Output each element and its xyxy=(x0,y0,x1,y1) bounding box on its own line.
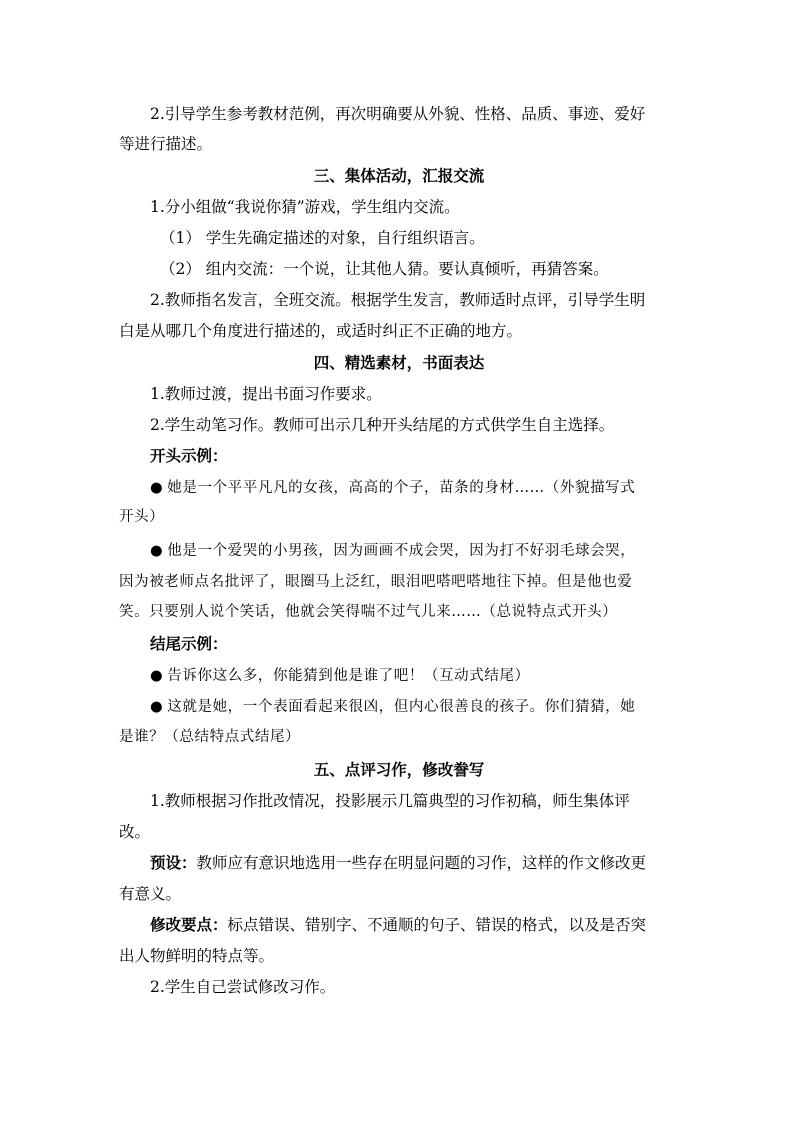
preset-paragraph: 预设：教师应有意识地选用一些存在明显问题的习作，这样的作文修改更 xyxy=(150,853,647,872)
preset-label: 预设： xyxy=(150,853,197,872)
paragraph: 出人物鲜明的特点等。 xyxy=(119,947,275,965)
example-item: ● 他是一个爱哭的小男孩，因为画画不成会哭，因为打不好羽毛球会哭， xyxy=(150,543,636,559)
paragraph: 有意义。 xyxy=(119,885,182,903)
bullet-icon: ● xyxy=(150,668,164,684)
paragraph: 2.学生动笔习作。教师可出示几种开头结尾的方式供学生自主选择。 xyxy=(150,416,615,434)
example-item: ● 告诉你这么多，你能猜到他是谁了吧！（互动式结尾） xyxy=(150,668,530,684)
section-heading: 五、点评习作，修改誊写 xyxy=(313,760,485,779)
paragraph: 2.教师指名发言，全班交流。根据学生发言，教师适时点评，引导学生明 xyxy=(150,291,646,309)
bullet-icon: ● xyxy=(150,480,164,496)
key-points-paragraph: 修改要点：标点错误、错别字、不通顺的句子、错误的格式，以及是否突 xyxy=(150,915,647,934)
ending-examples-label: 结尾示例： xyxy=(150,634,228,653)
bullet-icon: ● xyxy=(150,543,164,559)
section-heading: 四、精选素材，书面表达 xyxy=(313,353,485,372)
section-heading: 三、集体活动，汇报交流 xyxy=(313,166,485,185)
paragraph: 2.引导学生参考教材范例，再次明确要从外貌、性格、品质、事迹、爱好 xyxy=(150,105,646,123)
example-item-cont: 是谁？（总结特点式结尾） xyxy=(119,729,301,745)
paragraph: 1.教师根据习作批改情况，投影展示几篇典型的习作初稿，师生集体评 xyxy=(150,792,630,810)
example-item-cont: 因为被老师点名批评了，眼圈马上泛红，眼泪吧嗒吧嗒地往下掉。但是他也爱 xyxy=(119,574,633,590)
paragraph: 等进行描述。 xyxy=(119,135,213,153)
paragraph: 改。 xyxy=(119,823,151,841)
example-item-cont: 开头） xyxy=(119,509,165,525)
sub-item: （2） 组内交流：一个说，让其他人猜。要认真倾听，再猜答案。 xyxy=(160,260,609,278)
example-item-cont: 笑。只要别人说个笑话，他就会笑得喘不过气儿来……（总说特点式开头） xyxy=(119,604,618,620)
paragraph: 2.学生自己尝试修改习作。 xyxy=(150,978,336,996)
example-item: ● 她是一个平平凡凡的女孩，高高的个子，苗条的身材……（外貌描写式 xyxy=(150,480,636,496)
paragraph: 1.教师过渡，提出书面习作要求。 xyxy=(150,385,382,403)
key-points-label: 修改要点： xyxy=(150,915,228,934)
bullet-icon: ● xyxy=(150,699,164,715)
paragraph: 1.分小组做“我说你猜”游戏，学生组内交流。 xyxy=(150,198,460,216)
paragraph: 白是从哪几个角度进行描述的，或适时纠正不正确的地方。 xyxy=(119,322,523,340)
opening-examples-label: 开头示例： xyxy=(150,446,228,465)
sub-item: （1） 学生先确定描述的对象，自行组织语言。 xyxy=(160,229,485,247)
example-item: ● 这就是她，一个表面看起来很凶，但内心很善良的孩子。你们猜猜，她 xyxy=(150,699,636,715)
